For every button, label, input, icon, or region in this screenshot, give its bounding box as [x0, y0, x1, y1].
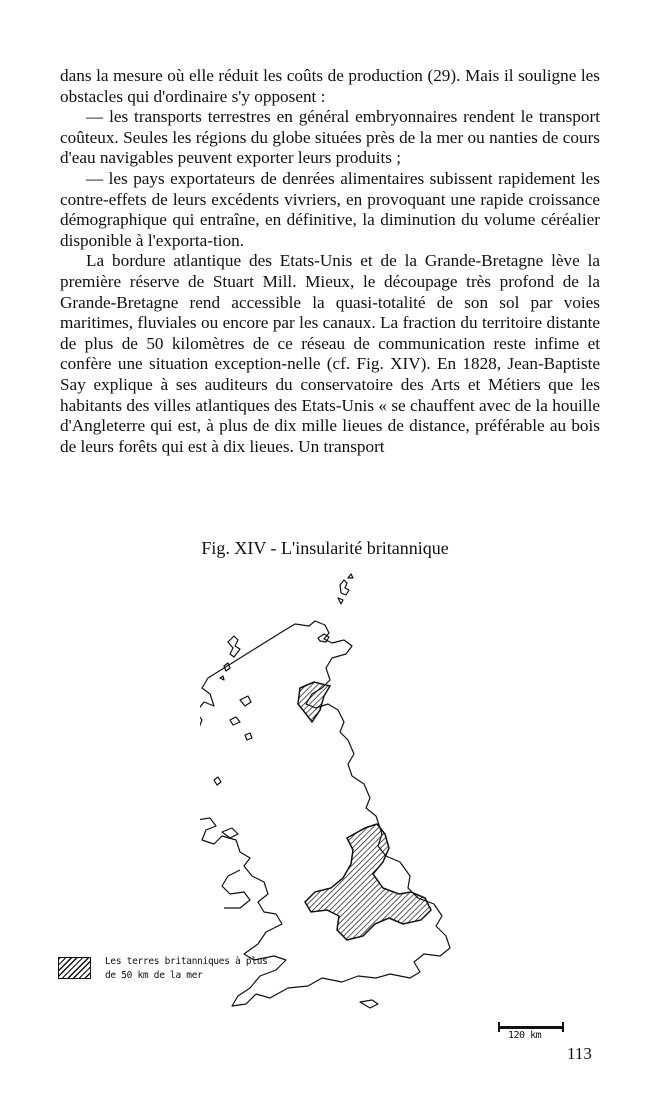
- paragraph-2: — les transports terrestres en général embryonnaires rendent le transport coûteux. Seules les régions du globe situées près de la mer ou nanties de cours d'eau navigables peuvent exporter leurs produits ;: [60, 107, 600, 168]
- scale-tick-right: [562, 1022, 564, 1032]
- scale-bar: [498, 1026, 564, 1029]
- page-number: 113: [567, 1044, 592, 1063]
- great-britain-outline: [200, 621, 450, 1006]
- body-text: [60, 66, 600, 457]
- isle-of-wight: [360, 1000, 378, 1008]
- hatched-area-scotland: [298, 682, 330, 722]
- paragraph-3: — les pays exportateurs de denrées alimentaires subissent rapidement les contre-effets de leurs excédents vivriers, en provoquant une rapide croissance démographique qui entraîne, en définitive, la diminution du volume céréalier disponible à l'exporta-tion.: [60, 168, 600, 250]
- scale-label: 120 km: [508, 1030, 542, 1041]
- paragraph-1: dans la mesure où elle réduit les coûts de production (29). Mais il souligne les obstacles qui d'ordinaire s'y opposent :: [60, 66, 600, 106]
- shetland-islands: [338, 574, 353, 604]
- wales-coast: [222, 870, 250, 908]
- figure-caption: Fig. XIV - L'insularité britannique: [201, 538, 449, 558]
- inner-hebrides: [230, 696, 252, 740]
- legend-text: Les terres britanniques à plus de 50 km de la mer: [105, 956, 268, 981]
- legend-hatch-swatch: [58, 957, 91, 979]
- outer-hebrides: [220, 636, 240, 680]
- scale-tick-left: [498, 1022, 500, 1032]
- hatched-area-england: [305, 824, 431, 940]
- paragraph-4: La bordure atlantique des Etats-Unis et de la Grande-Bretagne lève la première réserve de Stuart Mill. Mieux, le découpage très profond de la Grande-Bretagne rend accessible la quasi-totalité de son sol par voies maritimes, fluviales ou encore par les canaux. La fraction du territoire distante de plus de 50 kilomètres de ce réseau de communication reste infime et confère une situation exception-nelle (cf. Fig. XIV). En 1828, Jean-Baptiste Say explique à ses auditeurs du conservatoire des Arts et Métiers que les habitants des villes atlantiques des Etats-Unis « se chauffent avec de la houille d'Angleterre qui est, à plus de dix mille lieues de distance, préférable au bois de leurs forêts qui est à dix lieues. Un transport: [60, 251, 600, 456]
- isle-of-man: [214, 777, 221, 785]
- map-scale: [498, 1022, 564, 1046]
